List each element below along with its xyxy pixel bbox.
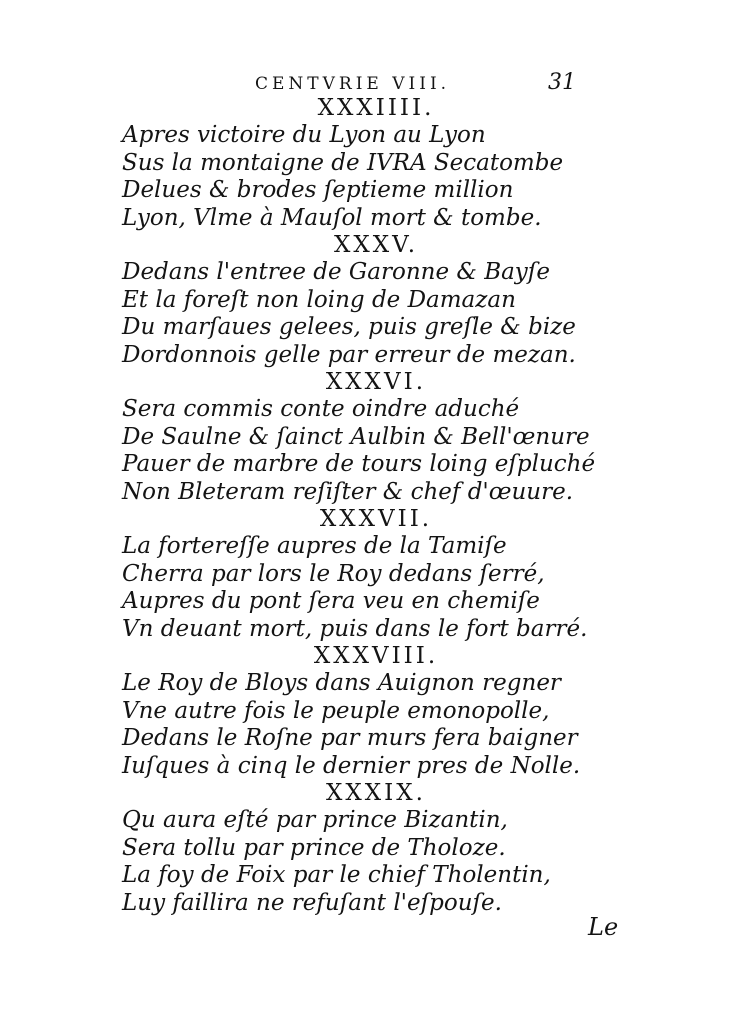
quatrain-numeral: XXXIX. (326, 780, 426, 806)
quatrain-numeral: XXXV. (333, 232, 419, 258)
quatrain (122, 232, 592, 369)
verse-line: Sera commis conte oindre aduché (122, 396, 520, 422)
verse-line: Qu aura eſté par prince Bizantin, (122, 807, 508, 833)
quatrain-numeral: XXXVI. (325, 369, 427, 395)
quatrain (122, 506, 592, 643)
quatrain (122, 780, 592, 917)
verse-line: Cherra par lors le Roy dedans ſerré, (122, 560, 545, 587)
verse-line: Aupres du pont ſera veu en chemiſe (122, 588, 540, 614)
verse-line: Sera tollu par prince de Tholoze. (122, 834, 506, 861)
running-head: CENTVRIE VIII. (255, 74, 451, 94)
verse-line: Luy faillira ne refuſant l'eſpouſe. (122, 889, 502, 916)
verse-line: De Saulne & ſainct Aulbin & Bell'œnure (122, 423, 590, 450)
quatrain-numeral: XXXVIII. (313, 643, 439, 669)
verse-line: Vne autre fois le peuple emonopolle, (122, 697, 550, 724)
verse-line: Iuſques à cinq le dernier pres de Nolle. (122, 752, 581, 779)
verse-line: Delues & brodes ſeptieme million (122, 177, 514, 203)
quatrain (122, 369, 596, 506)
verse-line: Et la foreſt non loing de Damazan (122, 286, 516, 313)
quatrain-numeral: XXXVII. (319, 506, 433, 532)
verse-line: Dordonnois gelle par erreur de mezan. (122, 341, 576, 368)
verse-line: Non Bleteram reſiſter & chef d'œuure. (122, 478, 574, 505)
verse-line: Pauer de marbre de tours loing eſpluché (122, 451, 596, 477)
verse-line: La fortereſſe aupres de la Tamiſe (122, 533, 507, 559)
verse-line: Sus la montaigne de IVRA Secatombe (122, 149, 564, 176)
verse-line: Le Roy de Bloys dans Auignon regner (122, 670, 561, 696)
verse-line: Apres victoire du Lyon au Lyon (122, 122, 486, 148)
page-number: 31 (548, 70, 576, 95)
verse-line: Vn deuant mort, puis dans le fort barré. (122, 615, 588, 642)
quatrain (122, 643, 592, 780)
quatrain (122, 95, 592, 232)
quatrain-numeral: XXXIIII. (317, 95, 435, 121)
verse-line: Dedans le Roſne par murs fera baigner (122, 725, 578, 751)
verse-line: Dedans l'entree de Garonne & Bayſe (122, 259, 550, 285)
verse-line: Lyon, Vlme à Mauſol mort & tombe. (122, 204, 542, 231)
catchword: Le (588, 913, 619, 941)
quatrain-list (122, 95, 596, 917)
verse-line: Du marſaues gelees, puis greſle & bize (122, 314, 576, 340)
verse-line: La foy de Foix par le chief Tholentin, (122, 862, 551, 888)
